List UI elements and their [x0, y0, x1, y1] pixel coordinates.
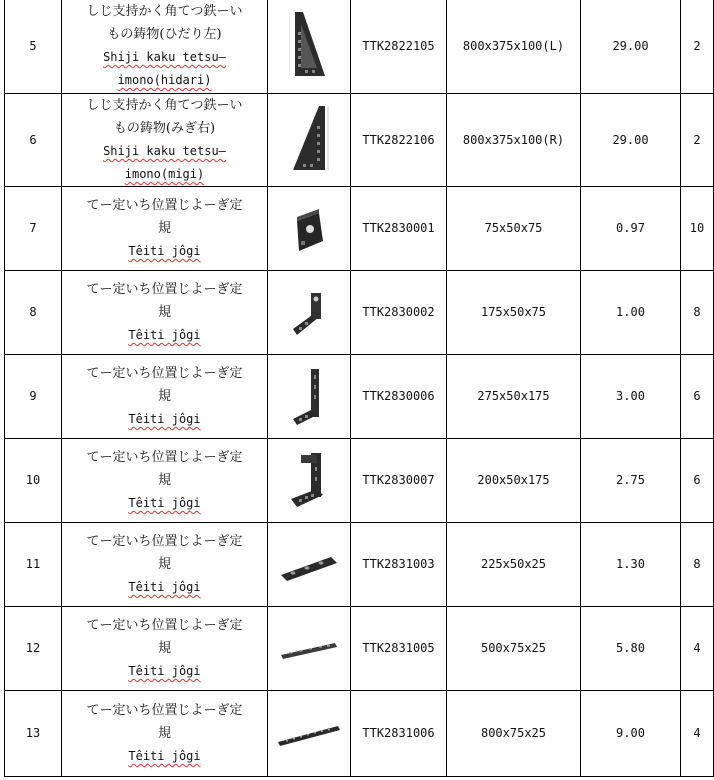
romaji-line: Têiti jôgi — [128, 580, 201, 594]
product-image-cell — [268, 607, 351, 691]
item-name — [62, 94, 268, 187]
parts-table — [4, 0, 714, 777]
table-row — [5, 94, 714, 187]
product-size: 175x50x75 — [447, 271, 581, 355]
triangle-bracket-right-icon — [289, 104, 329, 176]
product-size: 800x375x100(R) — [447, 94, 581, 187]
romaji-line: Shiji kaku tetsu— — [103, 50, 226, 64]
item-name — [62, 439, 268, 523]
product-weight: 0.97 — [581, 187, 681, 271]
romaji-line: Têiti jôgi — [128, 496, 201, 510]
row-number: 9 — [5, 355, 62, 439]
flat-bar-medium-icon — [277, 629, 341, 669]
product-size: 800x375x100(L) — [447, 0, 581, 94]
product-code: TTK2822106 — [351, 94, 447, 187]
row-number: 8 — [5, 271, 62, 355]
row-number: 12 — [5, 607, 62, 691]
flat-bar-short-icon — [277, 545, 341, 585]
product-code: TTK2830002 — [351, 271, 447, 355]
name-line: てー定いち位置じよーぎ定 — [86, 282, 243, 297]
table-row — [5, 607, 714, 691]
romaji-line: Têiti jôgi — [128, 244, 201, 258]
name-line: てー定いち位置じよーぎ定 — [86, 534, 243, 549]
product-code: TTK2831005 — [351, 607, 447, 691]
product-image-cell — [268, 271, 351, 355]
product-weight: 3.00 — [581, 355, 681, 439]
name-line: もの鋳物(ひだり左) — [107, 27, 222, 42]
product-weight: 29.00 — [581, 94, 681, 187]
item-name — [62, 187, 268, 271]
item-name — [62, 355, 268, 439]
item-name — [62, 271, 268, 355]
romaji-line: Shiji kaku tetsu— — [103, 144, 226, 158]
name-line: てー定いち位置じよーぎ定 — [86, 703, 243, 718]
product-qty: 6 — [681, 439, 714, 523]
table-row — [5, 187, 714, 271]
product-code: TTK2822105 — [351, 0, 447, 94]
product-size: 500x75x25 — [447, 607, 581, 691]
item-name — [62, 691, 268, 777]
table-row — [5, 439, 714, 523]
item-name — [62, 523, 268, 607]
product-image-cell — [268, 0, 351, 94]
product-image-cell — [268, 355, 351, 439]
name-line: 規 — [157, 473, 171, 488]
row-number: 10 — [5, 439, 62, 523]
square-block-gauge-icon — [289, 201, 329, 257]
product-weight: 1.00 — [581, 271, 681, 355]
product-weight: 9.00 — [581, 691, 681, 777]
table-row — [5, 271, 714, 355]
romaji-line: Têiti jôgi — [128, 664, 201, 678]
name-line: てー定いち位置じよーぎ定 — [86, 198, 243, 213]
row-number: 7 — [5, 187, 62, 271]
product-qty: 4 — [681, 691, 714, 777]
product-size: 800x75x25 — [447, 691, 581, 777]
product-image-cell — [268, 523, 351, 607]
row-number: 13 — [5, 691, 62, 777]
product-image-cell — [268, 94, 351, 187]
table-row — [5, 523, 714, 607]
product-image-cell — [268, 439, 351, 523]
name-line: 規 — [157, 305, 171, 320]
table-row — [5, 0, 714, 94]
product-code: TTK2830007 — [351, 439, 447, 523]
product-qty: 2 — [681, 94, 714, 187]
product-weight: 29.00 — [581, 0, 681, 94]
flat-bar-long-icon — [276, 714, 342, 754]
name-line: 規 — [157, 726, 171, 741]
triangle-bracket-left-icon — [289, 10, 329, 82]
product-size: 275x50x175 — [447, 355, 581, 439]
product-weight: 5.80 — [581, 607, 681, 691]
product-code: TTK2831006 — [351, 691, 447, 777]
angle-gauge-tall-icon — [289, 365, 329, 429]
product-image-cell — [268, 187, 351, 271]
product-image-cell — [268, 691, 351, 777]
name-line: てー定いち位置じよーぎ定 — [86, 618, 243, 633]
romaji-line: Têiti jôgi — [128, 412, 201, 426]
name-line: 規 — [157, 641, 171, 656]
name-line: てー定いち位置じよーぎ定 — [86, 450, 243, 465]
table-row — [5, 691, 714, 777]
product-qty: 10 — [681, 187, 714, 271]
product-code: TTK2830001 — [351, 187, 447, 271]
name-line: てー定いち位置じよーぎ定 — [86, 366, 243, 381]
item-name — [62, 607, 268, 691]
product-qty: 4 — [681, 607, 714, 691]
romaji-line: Têiti jôgi — [128, 328, 201, 342]
row-number: 11 — [5, 523, 62, 607]
product-weight: 1.30 — [581, 523, 681, 607]
product-code: TTK2830006 — [351, 355, 447, 439]
row-number: 5 — [5, 0, 62, 94]
name-line: 規 — [157, 389, 171, 404]
product-size: 200x50x175 — [447, 439, 581, 523]
product-qty: 8 — [681, 523, 714, 607]
product-size: 75x50x75 — [447, 187, 581, 271]
product-weight: 2.75 — [581, 439, 681, 523]
table-row — [5, 355, 714, 439]
product-qty: 8 — [681, 271, 714, 355]
product-size: 225x50x25 — [447, 523, 581, 607]
romaji-line: Têiti jôgi — [128, 749, 201, 763]
product-qty: 6 — [681, 355, 714, 439]
name-line: 規 — [157, 557, 171, 572]
product-qty: 2 — [681, 0, 714, 94]
romaji-line: imono(migi) — [124, 167, 205, 181]
product-code: TTK2831003 — [351, 523, 447, 607]
name-line: 規 — [157, 221, 171, 236]
item-name — [62, 0, 268, 94]
name-line: しじ支持かく角てつ鉄ーい — [86, 98, 243, 113]
name-line: しじ支持かく角てつ鉄ーい — [86, 4, 243, 19]
name-line: もの鋳物(みぎ右) — [113, 121, 216, 136]
angle-gauge-small-icon — [289, 285, 329, 341]
angle-gauge-wide-icon — [287, 449, 331, 513]
row-number: 6 — [5, 94, 62, 187]
romaji-line: imono(hidari) — [117, 73, 212, 87]
